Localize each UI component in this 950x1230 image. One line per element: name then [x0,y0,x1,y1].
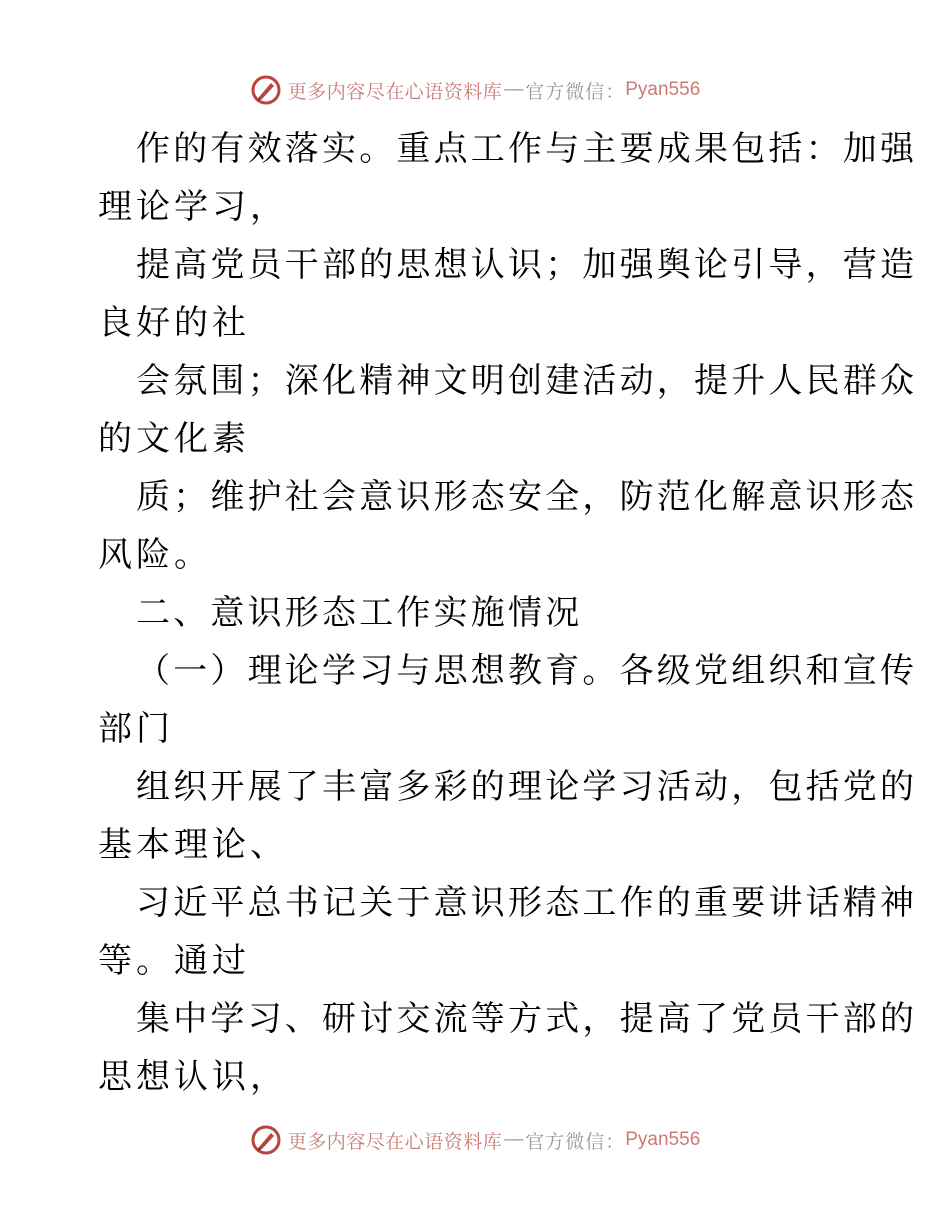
text-line: 作的有效落实。重点工作与主要成果包括：加强 [136,129,918,169]
text-line: 基本理论、 [98,825,288,865]
watermark-site-text: 更多内容尽在心语资料库 [287,1130,503,1153]
header-watermark [0,70,950,110]
text-line: （一）理论学习与思想教育。各级党组织和宣传 [136,651,918,691]
pen-logo-icon [250,1124,282,1156]
text-line: 提高党员干部的思想认识；加强舆论引导，营造 [136,245,918,285]
text-line: 的文化素 [98,419,250,459]
text-line: 理论学习， [98,187,288,227]
text-line: 组织开展了丰富多彩的理论学习活动，包括党的 [136,767,918,807]
watermark-site-text: 更多内容尽在心语资料库 [287,80,503,103]
watermark-wechat-id: Pyan556 [625,79,701,100]
text-line: 风险。 [98,535,212,575]
footer-watermark [0,1120,950,1160]
text-line: 等。通过 [98,941,250,981]
watermark-dash: — [504,1129,524,1150]
watermark-dash: — [504,79,524,100]
text-line: 思想认识， [98,1057,288,1097]
watermark-wechat-label: 官方微信： [525,1130,626,1153]
text-line: 部门 [98,709,174,749]
text-line: 会氛围；深化精神文明创建活动，提升人民群众 [136,361,918,401]
section-heading: 二、意识形态工作实施情况 [136,593,583,633]
text-line: 质；维护社会意识形态安全，防范化解意识形态 [136,477,918,517]
text-line: 良好的社 [98,303,250,343]
document-body [98,120,918,1106]
text-line: 集中学习、研讨交流等方式，提高了党员干部的 [136,999,918,1039]
text-line: 习近平总书记关于意识形态工作的重要讲话精神 [136,883,918,923]
watermark-wechat-id: Pyan556 [625,1129,701,1150]
watermark-wechat-label: 官方微信： [525,80,626,103]
pen-logo-icon [250,74,282,106]
